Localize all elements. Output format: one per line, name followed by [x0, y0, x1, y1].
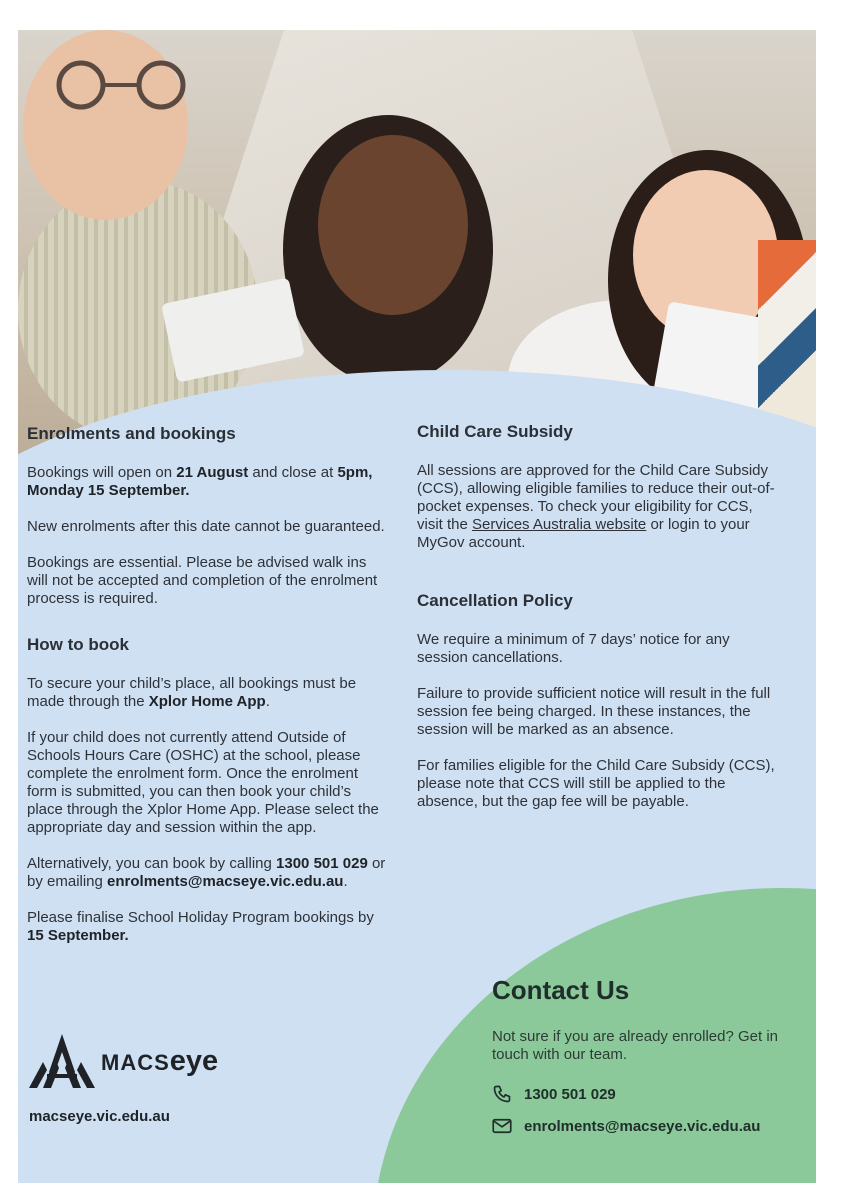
email-link[interactable]: enrolments@macseye.vic.edu.au: [107, 873, 344, 890]
how-to-book-heading: How to book: [27, 635, 129, 654]
phone-icon: [492, 1084, 512, 1104]
cancellation-heading: Cancellation Policy: [417, 591, 573, 610]
ccs-text: All sessions are approved for the Child Care Subsidy (CCS), allowing eligible families to reduce their out-of-pocket expenses. To check your eligibility for CCS, visit the Services Australia website or login to your MyGov account.: [417, 462, 775, 551]
contact-email[interactable]: enrolments@macseye.vic.edu.au: [524, 1117, 761, 1135]
enrolments-dates: Bookings will open on 21 August and close at 5pm, Monday 15 September.: [27, 464, 373, 499]
ccs-heading: Child Care Subsidy: [417, 422, 573, 441]
contact-text: Not sure if you are already enrolled? Get in touch with our team.: [492, 1028, 778, 1063]
enrolments-heading: Enrolments and bookings: [27, 424, 236, 443]
enrolments-essential: Bookings are essential. Please be advised walk ins will not be accepted and completion of the enrolment process is required.: [27, 554, 378, 607]
holiday-program-deadline: Please finalise School Holiday Program bookings by 15 September.: [27, 909, 374, 944]
contact-block: [492, 975, 792, 1148]
left-column: [27, 425, 387, 963]
contact-email-row[interactable]: [492, 1116, 792, 1136]
cancellation-ccs: For families eligible for the Child Care Subsidy (CCS), please note that CCS will still be applied to the absence, but the gap fee will be payable.: [417, 757, 775, 810]
how-to-book-oshc: If your child does not currently attend Outside of Schools Hours Care (OSHC) at the school, please complete the enrolment form. Once the enrolment form is submitted, you can then book your child’s place through the Xplor Home App. Please select the appropriate day and session within the app.: [27, 729, 379, 836]
how-to-book-alternative: Alternatively, you can book by calling 1300 501 029 or by emailing enrolments@macseye.vic.edu.au.: [27, 855, 386, 890]
cancellation-fee: Failure to provide sufficient notice will result in the full session fee being charged. In these instances, the session will be marked as an absence.: [417, 685, 771, 738]
how-to-book-app: To secure your child’s place, all bookings must be made through the Xplor Home App.: [27, 675, 357, 710]
enrolments-guarantee: New enrolments after this date cannot be guaranteed.: [27, 518, 385, 535]
logo-wordmark: MACSeye: [101, 1044, 219, 1077]
contact-phone[interactable]: 1300 501 029: [524, 1085, 616, 1103]
macs-logo-icon: [29, 1034, 95, 1088]
mail-icon: [492, 1118, 512, 1134]
contact-phone-row[interactable]: [492, 1084, 792, 1104]
right-column: [417, 423, 782, 829]
contact-heading: Contact Us: [492, 975, 630, 1005]
glasses-shape: [46, 60, 196, 110]
services-australia-link[interactable]: Services Australia website: [472, 516, 647, 533]
macseye-logo: [29, 1034, 218, 1088]
cancellation-notice: We require a minimum of 7 days’ notice for any session cancellations.: [417, 631, 730, 666]
website-url[interactable]: macseye.vic.edu.au: [29, 1108, 170, 1125]
